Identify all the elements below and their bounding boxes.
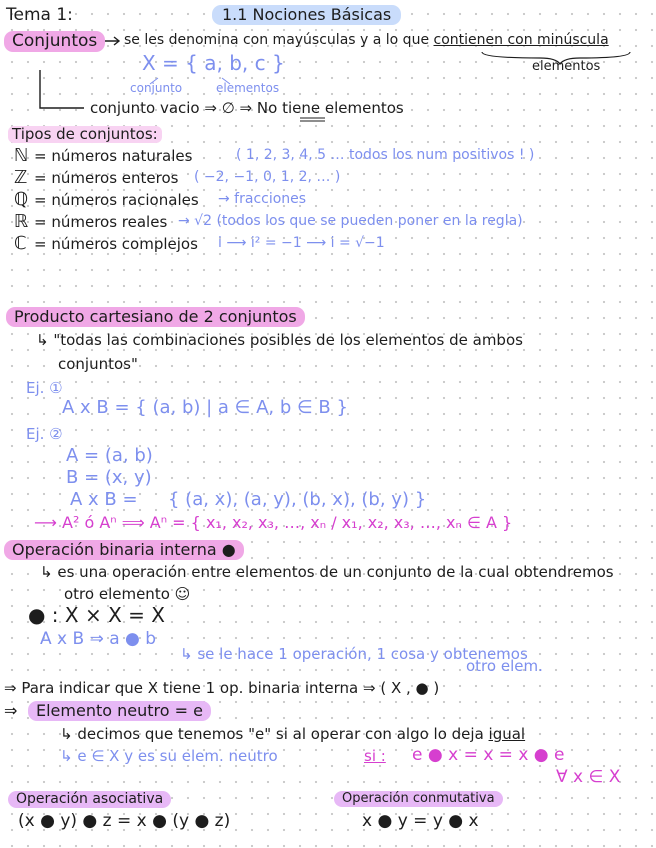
symbol-complejos: ℂ — [14, 233, 27, 254]
symbol-reales: ℝ — [14, 211, 29, 232]
neutro-heading: Elemento neutro = e — [28, 701, 211, 721]
operacion-note-line2: otro elem. — [466, 657, 543, 675]
conmutativa-formula: x ● y = y ● x — [362, 811, 479, 831]
power-set-line: ⟶ A² ó Aⁿ ⟹ Aⁿ = { x₁, x₂, x₃, …, xₙ / x₁, x₂, x₃, …, xₙ ∈ A } — [34, 513, 513, 532]
name-reales: = números reales — [34, 213, 168, 231]
neutro-forall: ∀ x ∈ X — [556, 767, 621, 787]
ejemplo-1-formula: A x B = { (a, b) | a ∈ A, b ∈ B } — [62, 397, 348, 418]
asociativa-formula: (x ● y) ● z = x ● (y ● z) — [18, 811, 231, 831]
operacion-note-line1: ↳ se le hace 1 operación, 1 cosa y obtenemos — [180, 645, 528, 663]
note-complejos: i ⟶ i² = −1 ⟶ i = √−1 — [218, 235, 385, 251]
producto-heading: Producto cartesiano de 2 conjuntos — [6, 307, 305, 327]
operacion-axb: A x B ⇒ a ● b — [40, 629, 157, 649]
ejemplo-2-label: Ej. ② — [26, 425, 63, 443]
symbol-enteros: ℤ — [14, 167, 28, 188]
conjuntos-definition: se les denomina con mayúsculas y a lo que contienen con minúscula — [124, 32, 609, 48]
note-racionales: → fracciones — [218, 191, 307, 207]
note-enteros: ( −2, −1, 0, 1, 2, … ) — [194, 169, 341, 185]
tipos-heading: Tipos de conjuntos: — [8, 126, 162, 143]
neutro-line2: ↳ e ∈ X y es su elem. neutro — [60, 747, 278, 765]
name-racionales: = números racionales — [34, 191, 199, 209]
ejemplo-2-axb-result: { (a, x), (a, y), (b, x), (b, y) } — [168, 489, 427, 510]
symbol-racionales: ℚ — [14, 189, 29, 210]
name-enteros: = números enteros — [34, 169, 179, 187]
elementos-note: elementos — [532, 59, 601, 74]
neutro-si: si : — [364, 747, 386, 765]
asociativa-heading: Operación asociativa — [8, 791, 171, 808]
name-naturales: = números naturales — [34, 147, 193, 165]
conjuntos-heading: Conjuntos — [4, 31, 105, 52]
operacion-heading: Operación binaria interna ● — [4, 540, 244, 560]
conmutativa-heading: Operación conmutativa — [334, 791, 503, 807]
note-conjunto: conjunto — [130, 81, 183, 95]
neutro-def: ↳ decimos que tenemos "e" si al operar con algo lo deja igual — [60, 725, 526, 743]
ejemplo-2-axb-label: A x B = — [70, 489, 138, 510]
operacion-para-line: ⇒ Para indicar que X tiene 1 op. binaria interna ⇒ ( X , ● ) — [4, 679, 440, 697]
symbol-naturales: ℕ — [14, 145, 29, 166]
producto-def-line1: ↳ "todas las combinaciones posibles de los elementos de ambos — [36, 331, 523, 349]
name-complejos: = números complejos — [34, 235, 198, 253]
note-elementos: elementos — [216, 81, 280, 95]
conjunto-vacio: conjunto vacio ⇒ ∅ ⇒ No tiene elementos — [90, 99, 404, 117]
neutro-prefix: ⇒ — [4, 701, 18, 720]
operacion-bullet: ● : X × X = X — [28, 603, 165, 627]
producto-def-line2: conjuntos" — [58, 355, 138, 373]
set-example: X = { a, b, c } — [142, 51, 285, 75]
ejemplo-2-set-a: A = (a, b) — [66, 445, 153, 466]
operacion-def-line2: otro elemento ☺ — [64, 585, 191, 603]
ejemplo-2-set-b: B = (x, y) — [66, 467, 152, 488]
tema-label: Tema 1: — [6, 5, 73, 25]
neutro-formula: e ● x = x = x ● e — [412, 745, 565, 765]
note-reales: → √2 (todos los que se pueden poner en la regla) — [178, 213, 523, 229]
ejemplo-1-label: Ej. ① — [26, 379, 63, 397]
note-naturales: ( 1, 2, 3, 4, 5 … todos los num positivos ! ) — [236, 147, 535, 163]
page-title: 1.1 Nociones Básicas — [212, 5, 401, 25]
operacion-def-line1: ↳ es una operación entre elementos de un conjunto de la cual obtendremos — [40, 563, 614, 581]
